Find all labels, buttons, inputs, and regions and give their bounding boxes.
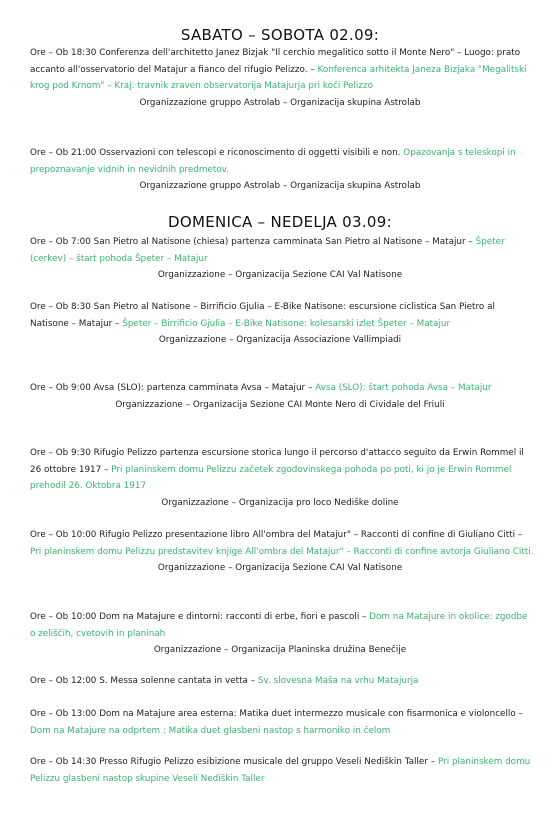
event-text-italian: Ore – Ob 14:30 Presso Rifugio Pelizzo esibizione musicale del gruppo Veseli Nediškin Taller – [30,757,438,767]
event-sun-1000-herbs [0,609,560,659]
event-sat-2100 [0,145,560,195]
event-text-slovenian: Opazovanja s teleskopi in prepoznavanje vidnih in nevidnih predmetov. [30,148,516,175]
event-text [0,706,560,739]
event-text-italian: Ore – Ob 10:00 Rifugio Pelizzo presentazione libro All'ombra del Matajur" – Racconti di confine di Giuliano Citti – [30,530,523,540]
event-text [0,145,560,178]
event-text [0,609,560,642]
event-organizer: Organizzazione – Organizacija Sezione CAI Monte Nero di Cividale del Friuli [115,399,445,410]
event-sun-0700 [0,234,560,284]
event-text-slovenian: Sv. slovesna Maša na vrhu Matajurja [257,676,419,686]
event-text-italian: Ore – Ob 9:30 Rifugio Pelizzo partenza escursione storica lungo il percorso d'attacco seguito da Erwin Rommel il 26 ottobre 1917 – [30,448,524,475]
event-text [0,445,560,495]
event-sun-0930 [0,445,560,511]
event-organizer: Organizzazione gruppo Astrolab – Organizacija skupina Astrolab [139,181,421,191]
event-sun-1200 [0,673,560,690]
event-text-slovenian: Pri planinskem domu Pelizzu predstavitev knjige All'ombra del Matajur" – Racconti di confine avtorja Giuliano Citti. [30,546,534,557]
event-text-slovenian: Špeter – Birrificio Gjulia – E-Bike Natisone: kolesarski izlet Špeter – Matajur [122,318,451,329]
event-text-italian: Ore – Ob 12:00 S. Messa solenne cantata in vetta – [30,676,258,686]
event-sun-1000-book [0,527,560,577]
event-text-slovenian: Pri planinskem domu Pelizzu začetek zgodovinskega pohoda po poti, ki jo je Erwin Rommel prehodil 26. Oktobra 1917 [30,464,512,491]
event-text [0,234,560,267]
event-text [0,380,560,397]
event-text-slovenian: Špeter (cerkev) – štart pohoda Špeter – Matajur [30,237,505,264]
event-text-slovenian: Konferenca arhitekta Janeza Bizjaka "Megalitski krog pod Krnom" – Kraj: travnik zraven observatorija Matajurja pri koči Pelizzo [30,64,527,91]
event-organizer: Organizzazione – Organizacija Sezione CAI Val Natisone [157,563,403,573]
event-sun-0900 [0,380,560,413]
event-text-italian: Ore – Ob 13:00 Dom na Matajure area esterna: Matika duet intermezzo musicale con fisarmonica e violoncello – [30,709,523,719]
event-sun-0830 [0,299,560,349]
event-text-italian: Ore – Ob 10:00 Dom na Matajure e dintorni: racconti di erbe, fiori e pascoli – [30,612,370,622]
event-organizer: Organizzazione gruppo Astrolab – Organizacija skupina Astrolab [139,97,421,108]
event-text-italian: Ore – Ob 8:30 San Pietro al Natisone – Birrificio Gjulia – E-Bike Natisone: escursione ciclistica San Pietro al Natisone – Matajur – [30,302,495,329]
saturday-title: SABATO – SOBOTA 02.09: [180,26,380,44]
event-text-slovenian: Dom na Matajure na odprtem : Matika duet glasbeni nastop s harmoniko in čelom [30,725,391,736]
event-text [0,45,560,95]
event-text [0,527,560,560]
event-text [0,299,560,332]
event-text-slovenian: Pri planinskem domu Pelizzu glasbeni nastop skupine Veseli Nediškin Taller [30,757,531,784]
event-organizer: Organizzazione – Organizacija Sezione CAI Val Natisone [157,270,403,280]
event-organizer: Organizzazione – Organizacija pro loco Nediške doline [161,497,399,508]
event-text-italian: Ore – Ob 9:00 Avsa (SLO): partenza camminata Avsa – Matajur – [30,383,316,393]
event-organizer: Organizzazione – Organizacija Associazione Vallimpiadi [158,335,402,345]
event-organizer: Organizzazione – Organizacija Planinska družina Benečije [153,645,407,655]
event-text-italian: Ore – Ob 21:00 Osservazioni con telescopi e riconoscimento di oggetti visibili e non. [30,148,404,158]
event-text-italian: Ore – Ob 18:30 Conferenza dell'architetto Janez Bizjak "Il cerchio megalitico sotto il Monte Nero" – Luogo: prato accanto all'osservatorio del Matajur a fianco del rifugio Pelizzo. – [30,48,521,75]
sunday-title: DOMENICA – NEDELJA 03.09: [168,213,392,231]
event-text-slovenian: Avsa (SLO): štart pohoda Avsa – Matajur [315,383,492,393]
event-text-slovenian: Dom na Matajure in okolice: zgodbe o zeliščih, cvetovih in planinah [30,612,528,639]
event-text-italian: Ore – Ob 7:00 San Pietro al Natisone (chiesa) partenza camminata San Pietro al Natisone – Matajur – [30,237,476,247]
event-text [0,754,560,787]
event-sun-1300 [0,706,560,739]
event-sat-1830 [0,45,560,111]
event-sun-1430 [0,754,560,787]
event-text [0,673,560,690]
